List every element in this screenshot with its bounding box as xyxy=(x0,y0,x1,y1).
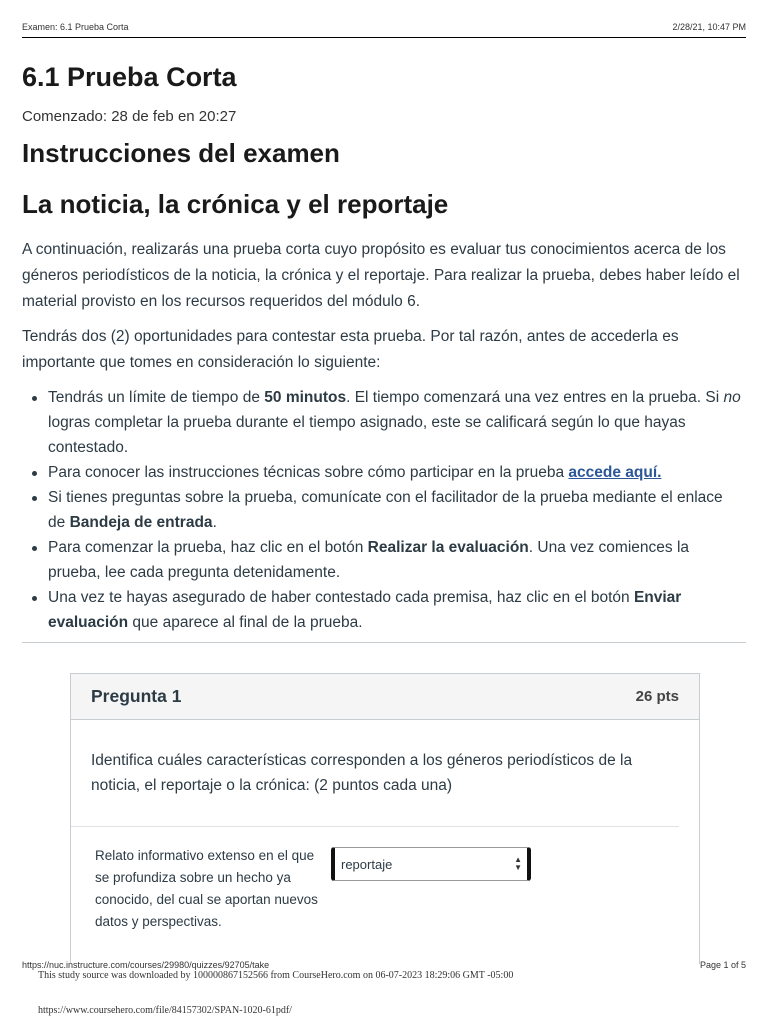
take-quiz-bold: Realizar la evaluación xyxy=(367,539,529,556)
page-title: 6.1 Prueba Corta xyxy=(22,62,237,92)
submit-quiz-bold: Enviar evaluación xyxy=(48,589,682,631)
question-header xyxy=(71,674,699,720)
print-header xyxy=(22,22,746,38)
attempts-paragraph: Tendrás dos (2) oportunidades para contestar esta prueba. Por tal razón, antes de accederla es importante que tomes en consideración lo siguiente: xyxy=(22,328,679,371)
page-number: Page 1 of 5 xyxy=(699,960,746,970)
inbox-bold: Bandeja de entrada xyxy=(69,514,213,531)
question-card xyxy=(70,673,700,964)
started-timestamp: Comenzado: 28 de feb en 20:27 xyxy=(22,108,237,125)
question-text: Identifica cuáles características corresponden a los géneros periodísticos de la noticia, el reportaje o la crónica: (2 puntos cada una) xyxy=(71,720,679,827)
question-points: 26 pts xyxy=(635,688,679,705)
print-footer-url: https://nuc.instructure.com/courses/29980/quizzes/92705/take xyxy=(22,960,270,970)
question-name: Pregunta 1 xyxy=(91,686,182,706)
list-item: Una vez te hayas asegurado de haber contestado cada premisa, haz clic en el botón Enviar evaluación que aparece al final de la prueba. xyxy=(22,585,744,635)
emphasis-no: no xyxy=(723,389,741,406)
print-footer xyxy=(22,960,746,970)
matching-premise: Relato informativo extenso en el que se profundiza sobre un hecho ya conocido, del cual se aportan nuevos datos y perspectivas. xyxy=(95,848,318,929)
list-item: Para conocer las instrucciones técnicas sobre cómo participar en la prueba accede aquí. xyxy=(22,460,744,485)
select-arrows-icon: ▲ ▼ xyxy=(514,855,522,872)
rules-list xyxy=(22,385,744,635)
source-url: https://www.coursehero.com/file/84157302/SPAN-1020-61pdf/ xyxy=(38,1005,292,1016)
print-header-datetime: 2/28/21, 10:47 PM xyxy=(672,22,746,32)
intro-paragraph: A continuación, realizarás una prueba corta cuyo propósito es evaluar tus conocimientos acerca de los géneros periodísticos de la noticia, la crónica y el reportaje. Para realizar la prueba, debes haber leído el material provisto en los recursos requeridos del módulo 6. xyxy=(22,241,740,310)
topic-heading: La noticia, la crónica y el reportaje xyxy=(22,189,449,219)
answer-select-value: reportaje xyxy=(341,856,393,872)
section-divider xyxy=(22,642,746,643)
list-item: Si tienes preguntas sobre la prueba, comunícate con el facilitador de la prueba mediante el enlace de Bandeja de entrada. xyxy=(22,485,744,535)
list-item: Para comenzar la prueba, haz clic en el botón Realizar la evaluación. Una vez comiences la prueba, lee cada pregunta detenidamente. xyxy=(22,535,744,585)
answer-select[interactable] xyxy=(331,847,531,881)
list-item: Tendrás un límite de tiempo de 50 minutos. El tiempo comenzará una vez entres en la prueba. Si no logras completar la prueba durante el tiempo asignado, este se calificará según lo que hayas contestado. xyxy=(22,385,744,460)
matching-row xyxy=(71,827,699,933)
print-header-title: Examen: 6.1 Prueba Corta xyxy=(22,22,129,32)
download-note: This study source was downloaded by 100000867152566 from CourseHero.com on 06-07-2023 18:29:06 GMT -05:00 xyxy=(38,970,514,981)
instructions-heading: Instrucciones del examen xyxy=(22,138,340,168)
access-here-link[interactable]: accede aquí. xyxy=(568,464,662,481)
time-limit-bold: 50 minutos xyxy=(264,389,347,406)
